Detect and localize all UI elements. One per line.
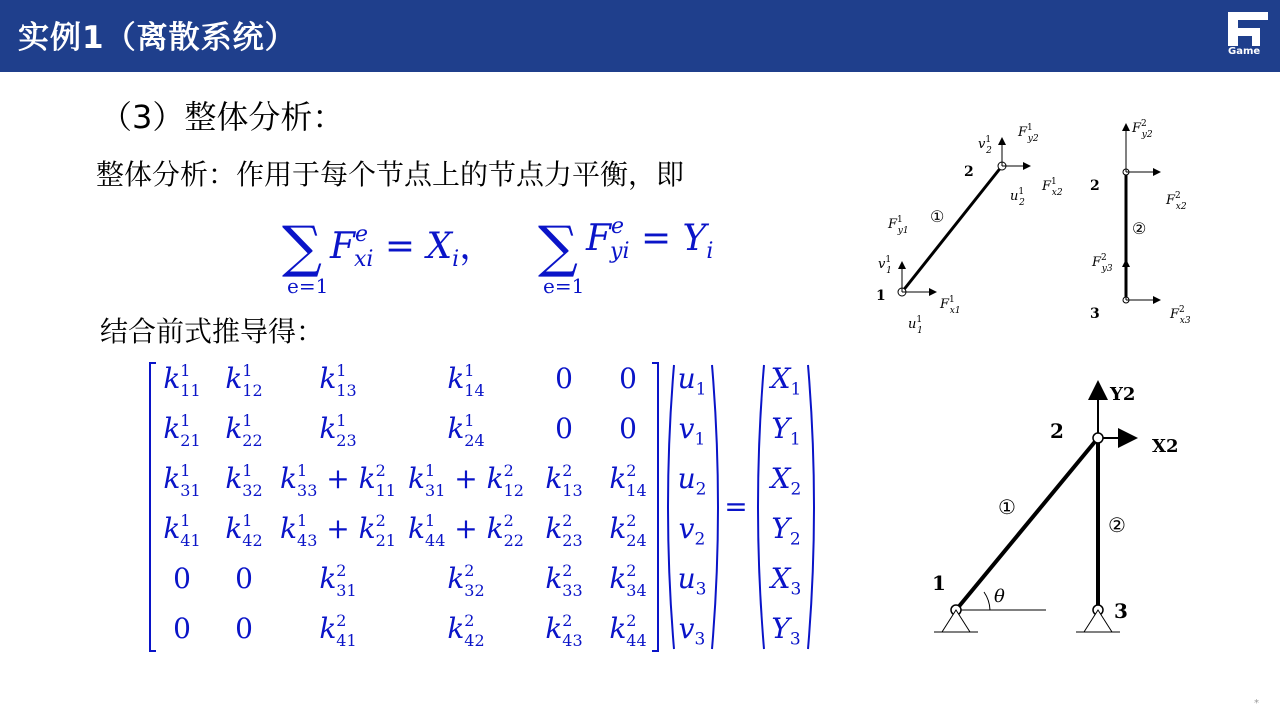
- sum-lower-1: e=1: [287, 274, 329, 298]
- theta-label: θ: [994, 586, 1005, 607]
- matrix-cell: k 2 31: [319, 560, 357, 600]
- matrix-cell: k 1 43 + k 2 21: [280, 510, 396, 550]
- displacement-vector-entry: $u_1$: [677, 362, 707, 400]
- matrix-cell: k 1 32: [225, 460, 263, 500]
- matrix-cell: k 2 44: [609, 610, 647, 650]
- element-force-diagram: [860, 110, 1200, 350]
- elem-symbol-u11: $u^1$ 1: [908, 315, 923, 336]
- sum-symbol-2: ∑: [538, 215, 578, 280]
- elem-symbol-Fy32: $F^2$ y3: [1092, 253, 1113, 274]
- elem-symbol-v11: $v^1$ 1: [878, 255, 892, 276]
- elem-symbol-u21: $u^1$ 2: [1010, 187, 1025, 208]
- load-vector-entry: $Y_2$: [771, 512, 801, 550]
- elem-symbol-Fy11: $F^1$ y1: [888, 215, 909, 236]
- matrix-cell: k 1 14: [447, 360, 485, 400]
- derive-text: 结合前式推导得：: [100, 315, 325, 348]
- matrix-cell: 0: [555, 412, 573, 445]
- matrix-cell: k 1 24: [447, 410, 485, 450]
- logo-label: Game: [1228, 46, 1261, 57]
- matrix-cell: k 2 14: [609, 460, 647, 500]
- frame-elem1-label: ①: [998, 495, 1016, 519]
- matrix-cell: k 1 41: [163, 510, 201, 550]
- section-heading: （3）整体分析：: [100, 98, 345, 136]
- elem2-node2-label: 2: [1090, 178, 1100, 194]
- frame-node2-label: 2: [1050, 419, 1064, 443]
- matrix-cell: k 2 32: [447, 560, 485, 600]
- elem-symbol-v21: $v^1$ 2: [978, 135, 992, 156]
- load-vector-entry: $X_2$: [770, 462, 802, 500]
- matrix-cell: k 2 34: [609, 560, 647, 600]
- elem-node2-label: 2: [964, 164, 974, 180]
- load-vector-entry: $Y_1$: [771, 412, 801, 450]
- elem2-node3-label: 3: [1090, 306, 1100, 322]
- displacement-vector-entry: $v_3$: [678, 612, 706, 650]
- matrix-cell: k 2 43: [545, 610, 583, 650]
- matrix-cell: k 2 24: [609, 510, 647, 550]
- matrix-equals-sign: =: [724, 490, 748, 523]
- matrix-cell: k 2 23: [545, 510, 583, 550]
- matrix-cell: k 1 21: [163, 410, 201, 450]
- matrix-cell: k 1 13: [319, 360, 357, 400]
- matrix-cell: 0: [235, 562, 253, 595]
- elem-symbol-Fx11: $F^1$ x1: [940, 295, 961, 316]
- equation-y: $F^e_{yi} = Y_i$: [586, 214, 714, 265]
- matrix-cell: k 2 13: [545, 460, 583, 500]
- displacement-vector-entry: $u_3$: [677, 562, 707, 600]
- header-bar: [0, 0, 1280, 72]
- intro-text: 整体分析：作用于每个节点上的节点力平衡，即: [96, 158, 685, 191]
- matrix-cell: k 1 42: [225, 510, 263, 550]
- matrix-cell: 0: [235, 612, 253, 645]
- slide-title: 实例1（离散系统）: [18, 20, 297, 56]
- elem-symbol-Fx32: $F^2$ x3: [1170, 305, 1191, 326]
- displacement-vector-entry: $v_2$: [678, 512, 706, 550]
- matrix-cell: 0: [555, 362, 573, 395]
- elem-symbol-Fy21: $F^1$ y2: [1018, 123, 1039, 144]
- matrix-cell: k 1 31 + k 2 12: [408, 460, 524, 500]
- load-vector-entry: $Y_3$: [771, 612, 801, 650]
- load-vector-entry: $X_3$: [770, 562, 802, 600]
- matrix-cell: k 1 12: [225, 360, 263, 400]
- displacement-vector-entry: $v_1$: [678, 412, 706, 450]
- matrix-cell: k 1 23: [319, 410, 357, 450]
- load-vector-entry: $X_1$: [770, 362, 802, 400]
- matrix-cell: k 2 42: [447, 610, 485, 650]
- elem2-circle-label: ②: [1132, 219, 1147, 238]
- elem-symbol-Fx22: $F^2$ x2: [1166, 191, 1187, 212]
- sum-symbol-1: ∑: [282, 215, 322, 280]
- matrix-cell: k 1 44 + k 2 22: [408, 510, 524, 550]
- elem-node1-label: 1: [876, 288, 886, 304]
- matrix-cell: k 1 31: [163, 460, 201, 500]
- y2-axis-label: Y2: [1110, 384, 1136, 405]
- matrix-cell: 0: [173, 612, 191, 645]
- matrix-cell: 0: [619, 412, 637, 445]
- matrix-cell: k 2 41: [319, 610, 357, 650]
- matrix-cell: k 1 33 + k 2 11: [280, 460, 396, 500]
- equation-x: $F^e_{xi} = X_i$，: [330, 222, 496, 273]
- matrix-cell: k 1 11: [163, 360, 201, 400]
- frame-node1-label: 1: [932, 571, 946, 595]
- frame-structure-diagram: [920, 370, 1180, 650]
- matrix-cell: 0: [619, 362, 637, 395]
- page-marker: *: [1254, 698, 1259, 709]
- matrix-cell: k 1 22: [225, 410, 263, 450]
- x2-axis-label: X2: [1152, 436, 1179, 457]
- frame-elem2-label: ②: [1108, 513, 1126, 537]
- frame-node3-label: 3: [1114, 599, 1128, 623]
- displacement-vector-entry: $u_2$: [677, 462, 707, 500]
- matrix-cell: k 2 33: [545, 560, 583, 600]
- elem1-circle-label: ①: [930, 207, 945, 226]
- elem-symbol-Fx21: $F^1$ x2: [1042, 177, 1063, 198]
- elem-symbol-Fy22: $F^2$ y2: [1132, 119, 1153, 140]
- matrix-cell: 0: [173, 562, 191, 595]
- sum-lower-2: e=1: [543, 274, 585, 298]
